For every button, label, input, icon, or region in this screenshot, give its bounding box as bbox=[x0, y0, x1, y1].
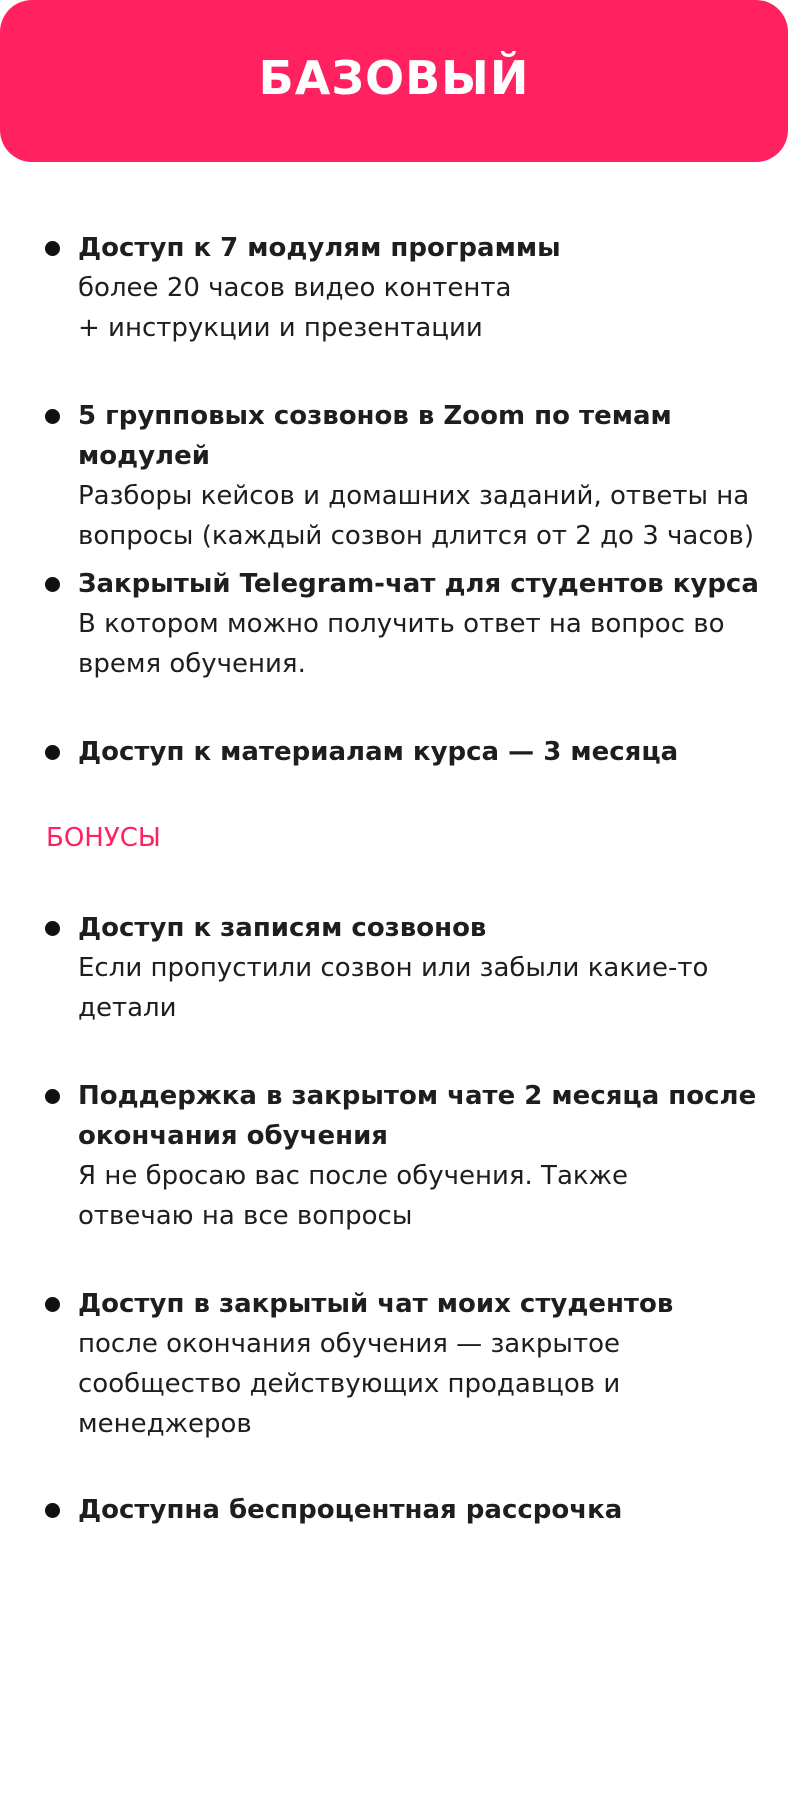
bonus-description: после окончания обучения — закрытое сообщество действующих продавцов и менеджеров bbox=[78, 1329, 621, 1439]
feature-title: Доступ к 7 модулям программы bbox=[78, 233, 561, 263]
bullet-icon bbox=[45, 1503, 60, 1518]
bonus-title: Доступ к записям созвонов bbox=[78, 913, 487, 943]
bullet-icon bbox=[45, 745, 60, 760]
feature-title: 5 групповых созвонов в Zoom по темам модулей bbox=[78, 401, 672, 471]
feature-item-modules bbox=[78, 228, 768, 348]
feature-description: В котором можно получить ответ на вопрос во время обучения. bbox=[78, 609, 725, 679]
bonus-title: Поддержка в закрытом чате 2 месяца после окончания обучения bbox=[78, 1081, 757, 1151]
feature-title: Закрытый Telegram-чат для студентов курса bbox=[78, 569, 759, 599]
bullet-icon bbox=[45, 409, 60, 424]
bullet-icon bbox=[45, 1089, 60, 1104]
bonus-title: Доступ в закрытый чат моих студентов bbox=[78, 1289, 674, 1319]
bonus-item-installment bbox=[78, 1490, 768, 1530]
feature-title: Доступ к материалам курса — 3 месяца bbox=[78, 737, 679, 767]
bonus-section-heading: БОНУСЫ bbox=[46, 823, 161, 853]
bonus-item-recordings bbox=[78, 908, 768, 1028]
bullet-icon bbox=[45, 241, 60, 256]
bonus-description: Я не бросаю вас после обучения. Также отвечаю на все вопросы bbox=[78, 1161, 628, 1231]
bonus-item-students-chat bbox=[78, 1284, 768, 1444]
bullet-icon bbox=[45, 1297, 60, 1312]
bullet-icon bbox=[45, 921, 60, 936]
bonus-description: Если пропустили созвон или забыли какие-то детали bbox=[78, 953, 709, 1023]
plan-header bbox=[0, 0, 788, 162]
feature-description: более 20 часов видео контента + инструкции и презентации bbox=[78, 273, 512, 343]
feature-item-zoom-calls bbox=[78, 396, 768, 556]
bonus-title: Доступна беспроцентная рассрочка bbox=[78, 1495, 623, 1525]
feature-description: Разборы кейсов и домашних заданий, ответы на вопросы (каждый созвон длится от 2 до 3 часов) bbox=[78, 481, 754, 551]
bonus-item-support bbox=[78, 1076, 768, 1236]
feature-item-telegram-chat bbox=[78, 564, 768, 684]
plan-title: БАЗОВЫЙ bbox=[258, 51, 530, 105]
feature-item-materials-access bbox=[78, 732, 768, 772]
bullet-icon bbox=[45, 577, 60, 592]
